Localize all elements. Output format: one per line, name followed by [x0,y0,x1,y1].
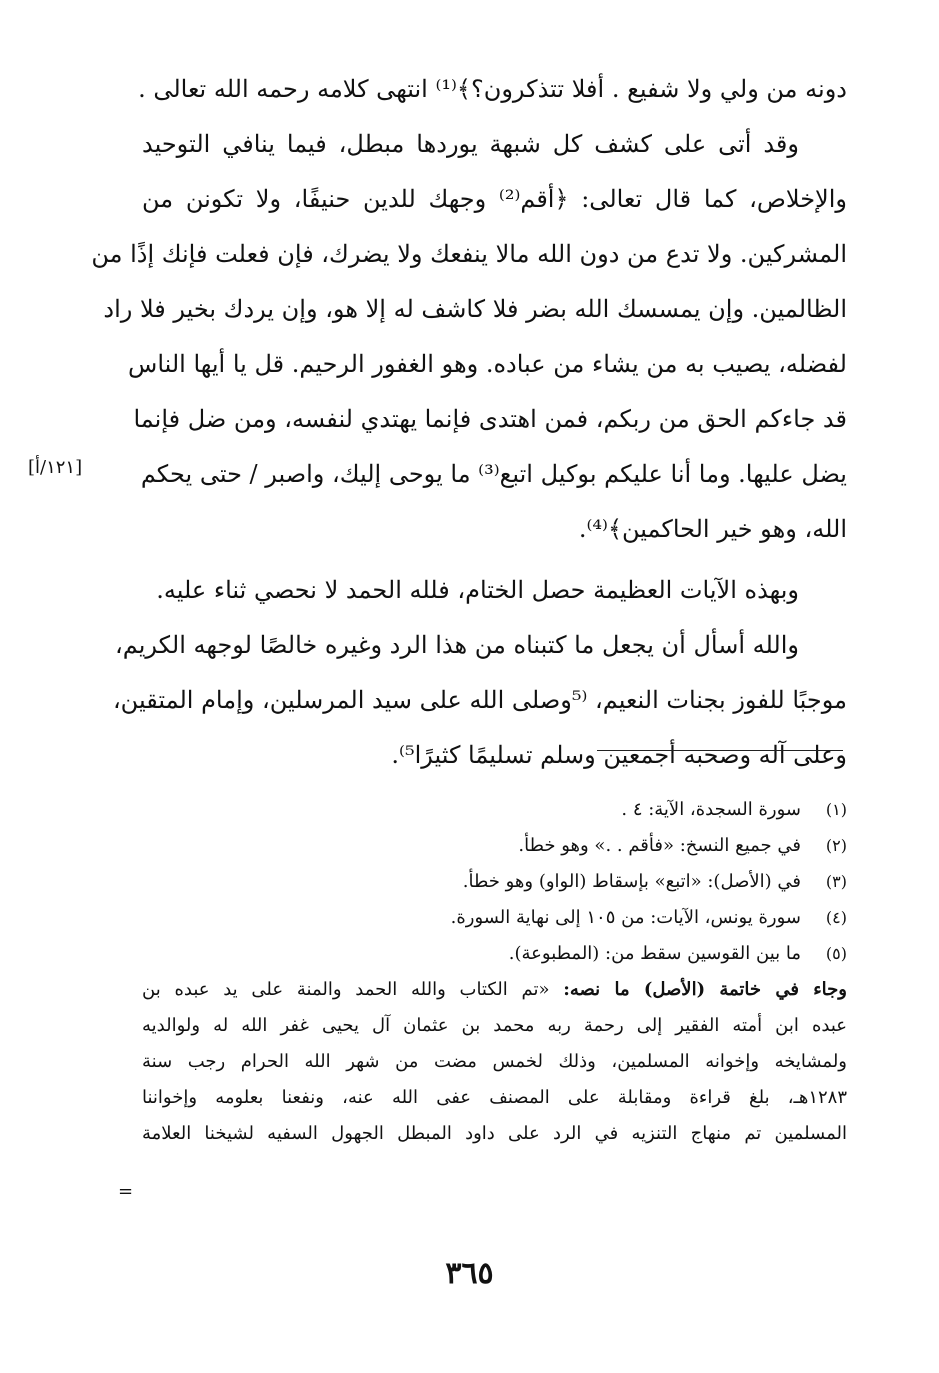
footnotes-block [142,792,847,1152]
text-line: لفضله، يصيب به من يشاء من عباده. وهو الغفور الرحيم. قل يا أيها الناس [128,350,847,378]
footnote-text: في (الأصل): «اتبع» بإسقاط (الواو) وهو خطأ. [462,871,801,892]
text-line: والإخلاص، كما قال تعالى: ﴿أقم⁽²⁾ وجهك للدين حنيفًا، ولا تكونن من [142,185,847,213]
footnote-number: (١) [825,800,847,819]
footnote [142,936,847,972]
footnote-separator [597,750,843,751]
text-line: وبهذه الآيات العظيمة حصل الختام، فلله الحمد لا نحصي ثناء عليه. [156,576,799,604]
text-line: موجبًا للفوز بجنات النعيم، ⁽⁵وصلى الله على سيد المرسلين، وإمام المتقين، [112,686,847,714]
text-line: الله، وهو خير الحاكمين﴾⁽⁴⁾. [578,515,847,543]
footnote-number: (٤) [825,908,847,927]
footnote-para-line [142,972,847,1008]
footnote-text: سورة السجدة، الآية: ٤ . [621,799,801,820]
footnote [142,792,847,828]
text-line: والله أسأل أن يجعل ما كتبناه من هذا الرد وغيره خالصًا لوجهه الكريم، [115,631,799,659]
footnote [142,864,847,900]
footnote [142,900,847,936]
footnote-para-line: ولمشايخه وإخوانه المسلمين، وذلك لخمس مضت من شهر الله الحرام رجب سنة [142,1051,847,1072]
continuation-mark: = [118,1181,134,1202]
main-text-block [91,62,847,783]
page-number: ٣٦٥ [445,1256,494,1291]
footnote-text: في جميع النسخ: «فأقم . .» وهو خطأ. [518,835,801,856]
footnote-para-text: «تم الكتاب والله الحمد والمنة على يد عبده بن [142,979,564,1000]
text-line: وعلى آله وصحبه أجمعين وسلم تسليمًا كثيرًا⁵⁾. [391,741,847,769]
footnote-para-line: المسلمين تم منهاج التنزيه في الرد على داود المبطل الجهول السفيه لشيخنا العلامة [142,1123,847,1144]
footnote-text: سورة يونس، الآيات: من ١٠٥ إلى نهاية السورة. [450,907,801,928]
text-line: قد جاءكم الحق من ربكم، فمن اهتدى فإنما يهتدي لنفسه، ومن ضل فإنما [133,405,847,433]
footnote-number: (٥) [825,944,847,963]
text-line: الظالمين. وإن يمسسك الله بضر فلا كاشف له إلا هو، وإن يردك بخير فلا راد [103,295,847,323]
text-line: المشركين. ولا تدع من دون الله مالا ينفعك ولا يضرك، فإن فعلت فإنك إذًا من [91,240,847,268]
footnote [142,828,847,864]
text-line: وقد أتى على كشف كل شبهة يوردها مبطل، فيما ينافي التوحيد [142,130,799,158]
text-line: يضل عليها. وما أنا عليكم بوكيل اتبع⁽³⁾ ما يوحى إليك، واصبر / حتى يحكم [140,460,847,488]
footnote-number: (٢) [825,836,847,855]
footnote-number: (٣) [825,872,847,891]
footnote-text: ما بين القوسين سقط من: (المطبوعة). [508,943,801,964]
footnote-para-line: عبده ابن أمته الفقير إلى رحمة ربه محمد بن عثمان آل يحيى غفر الله له ولوالديه [142,1015,847,1036]
footnote-para-lead: وجاء في خاتمة (الأصل) ما نصه: [563,979,847,1000]
manuscript-folio-marker: [١٢١/أ] [28,457,83,478]
footnote-para-line: ١٢٨٣هـ، بلغ قراءة ومقابلة على المصنف عفى الله عنه، ونفعنا بعلومه وإخواننا [142,1087,847,1108]
text-line: دونه من ولي ولا شفيع . أفلا تتذكرون؟﴾⁽¹⁾ انتهى كلامه رحمه الله تعالى . [138,75,847,103]
